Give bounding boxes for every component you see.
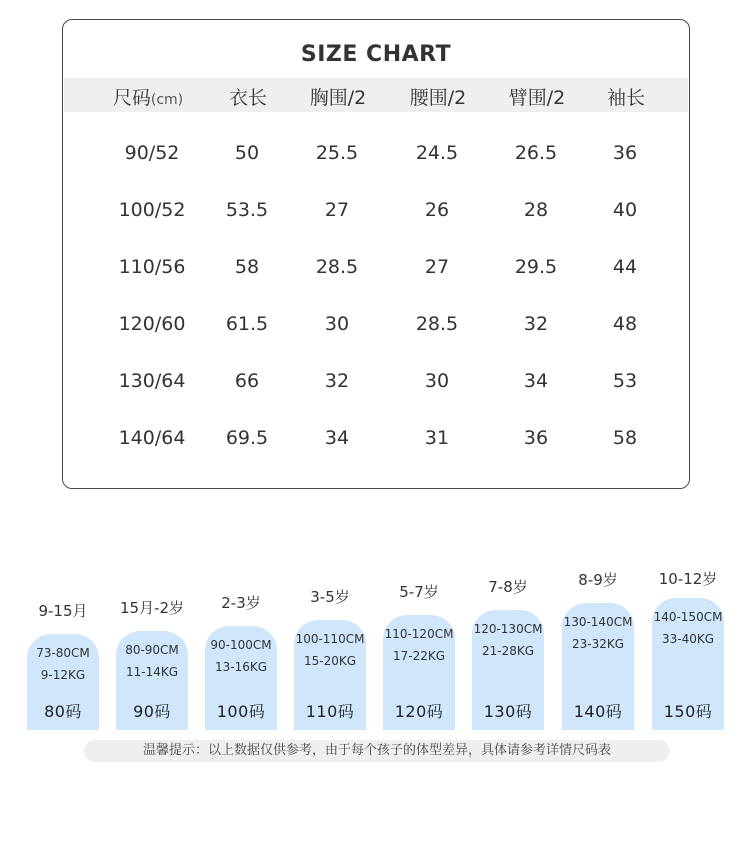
size-column bbox=[383, 560, 455, 730]
height-range: 120-130CM bbox=[473, 622, 543, 636]
header-size bbox=[113, 83, 183, 110]
size-box bbox=[562, 603, 634, 730]
size-box bbox=[27, 634, 99, 730]
table-cell: 44 bbox=[612, 256, 638, 278]
size-column bbox=[562, 560, 634, 730]
size-box bbox=[383, 615, 455, 730]
age-label: 2-3岁 bbox=[221, 594, 261, 612]
table-cell: 58 bbox=[612, 427, 638, 449]
table-cell: 120/60 bbox=[118, 313, 186, 335]
size-column bbox=[472, 560, 544, 730]
size-box bbox=[205, 626, 277, 730]
table-cell: 31 bbox=[424, 427, 450, 449]
table-cell: 24.5 bbox=[415, 142, 459, 164]
table-row bbox=[63, 370, 689, 400]
table-cell: 28 bbox=[523, 199, 549, 221]
table-row bbox=[63, 256, 689, 286]
header-chest: 胸围/2 bbox=[309, 87, 367, 109]
table-cell: 26.5 bbox=[514, 142, 558, 164]
table-cell: 29.5 bbox=[514, 256, 558, 278]
size-code: 90码 bbox=[133, 702, 171, 721]
height-range: 90-100CM bbox=[210, 638, 272, 652]
size-code: 100码 bbox=[216, 702, 266, 721]
header-sleeve: 袖长 bbox=[606, 87, 646, 109]
height-range: 110-120CM bbox=[384, 627, 454, 641]
header-unit: (cm) bbox=[150, 92, 184, 108]
table-cell: 30 bbox=[424, 370, 450, 392]
table-cell: 36 bbox=[612, 142, 638, 164]
table-cell: 100/52 bbox=[118, 199, 186, 221]
size-column bbox=[205, 560, 277, 730]
size-guide bbox=[0, 560, 750, 740]
weight-range: 21-28KG bbox=[481, 644, 535, 658]
size-code: 80码 bbox=[44, 702, 82, 721]
weight-range: 11-14KG bbox=[125, 665, 179, 679]
age-label: 5-7岁 bbox=[399, 583, 439, 601]
weight-range: 33-40KG bbox=[661, 632, 715, 646]
height-range: 130-140CM bbox=[563, 615, 633, 629]
size-code: 110码 bbox=[305, 702, 355, 721]
table-cell: 34 bbox=[523, 370, 549, 392]
table-cell: 130/64 bbox=[118, 370, 186, 392]
table-cell: 48 bbox=[612, 313, 638, 335]
table-row bbox=[63, 142, 689, 172]
height-range: 80-90CM bbox=[125, 643, 179, 657]
size-code: 130码 bbox=[483, 702, 533, 721]
size-chart-card bbox=[62, 19, 690, 489]
header-length: 衣长 bbox=[228, 87, 268, 109]
weight-range: 9-12KG bbox=[40, 668, 86, 682]
size-box bbox=[116, 631, 188, 730]
table-cell: 90/52 bbox=[124, 142, 180, 164]
size-code: 140码 bbox=[573, 702, 623, 721]
age-label: 10-12岁 bbox=[658, 570, 718, 588]
table-cell: 61.5 bbox=[225, 313, 269, 335]
table-cell: 66 bbox=[234, 370, 260, 392]
weight-range: 13-16KG bbox=[214, 660, 268, 674]
table-cell: 32 bbox=[324, 370, 350, 392]
table-cell: 25.5 bbox=[315, 142, 359, 164]
chart-title: SIZE CHART bbox=[300, 42, 452, 67]
table-row bbox=[63, 199, 689, 229]
table-cell: 27 bbox=[324, 199, 350, 221]
table-cell: 34 bbox=[324, 427, 350, 449]
table-cell: 26 bbox=[424, 199, 450, 221]
header-arm: 臂围/2 bbox=[508, 87, 566, 109]
table-cell: 27 bbox=[424, 256, 450, 278]
size-column bbox=[116, 560, 188, 730]
table-cell: 32 bbox=[523, 313, 549, 335]
height-range: 73-80CM bbox=[36, 646, 90, 660]
table-row bbox=[63, 313, 689, 343]
height-range: 100-110CM bbox=[295, 632, 365, 646]
size-column bbox=[27, 560, 99, 730]
table-cell: 28.5 bbox=[415, 313, 459, 335]
table-cell: 69.5 bbox=[225, 427, 269, 449]
weight-range: 15-20KG bbox=[303, 654, 357, 668]
table-cell: 40 bbox=[612, 199, 638, 221]
table-cell: 53.5 bbox=[225, 199, 269, 221]
table-cell: 110/56 bbox=[118, 256, 186, 278]
reminder-note: 温馨提示：以上数据仅供参考，由于每个孩子的体型差异，具体请参考详情尺码表 bbox=[84, 740, 670, 762]
header-waist: 腰围/2 bbox=[409, 87, 467, 109]
table-cell: 53 bbox=[612, 370, 638, 392]
table-cell: 36 bbox=[523, 427, 549, 449]
age-label: 7-8岁 bbox=[488, 578, 528, 596]
age-label: 3-5岁 bbox=[310, 588, 350, 606]
weight-range: 17-22KG bbox=[392, 649, 446, 663]
header-size-label: 尺码 bbox=[112, 87, 151, 109]
table-cell: 28.5 bbox=[315, 256, 359, 278]
table-header bbox=[64, 78, 688, 112]
table-cell: 30 bbox=[324, 313, 350, 335]
size-box bbox=[472, 610, 544, 730]
table-cell: 58 bbox=[234, 256, 260, 278]
size-column bbox=[294, 560, 366, 730]
size-box bbox=[294, 620, 366, 730]
height-range: 140-150CM bbox=[653, 610, 723, 624]
age-label: 9-15月 bbox=[38, 602, 88, 620]
age-label: 8-9岁 bbox=[578, 571, 618, 589]
size-code: 120码 bbox=[394, 702, 444, 721]
size-code: 150码 bbox=[663, 702, 713, 721]
table-cell: 50 bbox=[234, 142, 260, 164]
size-box bbox=[652, 598, 724, 730]
weight-range: 23-32KG bbox=[571, 637, 625, 651]
table-cell: 140/64 bbox=[118, 427, 186, 449]
age-label: 15月-2岁 bbox=[119, 599, 185, 617]
table-row bbox=[63, 427, 689, 457]
size-column bbox=[652, 560, 724, 730]
